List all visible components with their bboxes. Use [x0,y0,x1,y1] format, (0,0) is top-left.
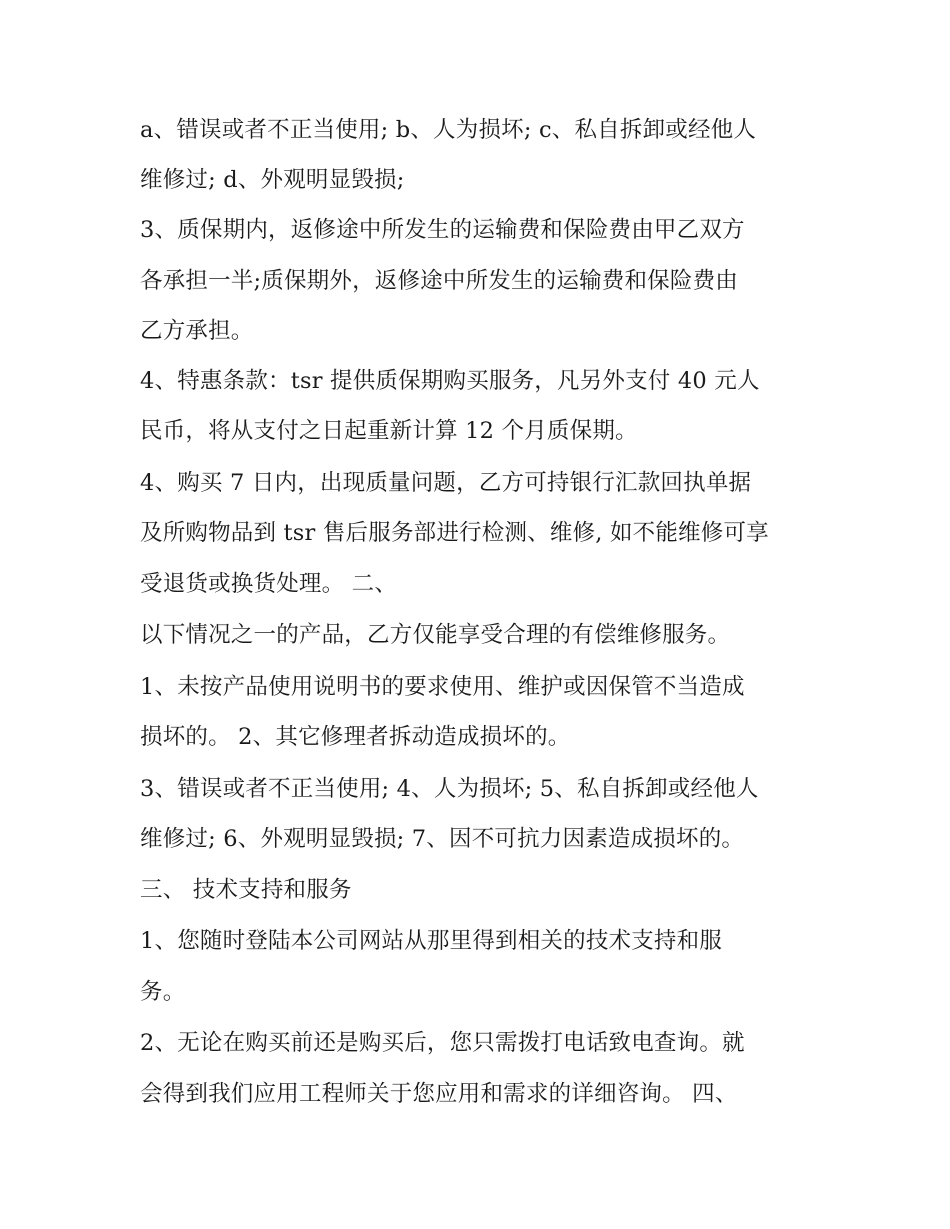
text-line: 1、未按产品使用说明书的要求使用、维护或因保管不当造成 [140,674,745,700]
text-line: 务。 [140,979,186,1005]
text-line: 4、特惠条款：tsr 提供质保期购买服务，凡另外支付 40 元人 [140,368,760,394]
text-line: 受退货或换货处理。 二、 [140,571,398,597]
text-line: 乙方承担。 [140,318,254,344]
text-line: a、错误或者不正当使用; b、人为损坏; c、私自拆卸或经他人 [140,117,757,143]
text-line: 损坏的。 2、其它修理者拆动造成损坏的。 [140,724,571,750]
text-line: 以下情况之一的产品，乙方仅能享受合理的有偿维修服务。 [140,622,731,648]
text-line: 民币，将从支付之日起重新计算 12 个月质保期。 [140,418,638,444]
text-line: 4、购买 7 日内，出现质量问题，乙方可持银行汇款回执单据 [140,470,752,496]
text-line: 及所购物品到 tsr 售后服务部进行检测、维修, 如不能维修可享 [140,520,769,546]
text-line: 会得到我们应用工程师关于您应用和需求的详细咨询。 四、 [140,1081,738,1107]
text-line: 3、错误或者不正当使用; 4、人为损坏; 5、私自拆卸或经他人 [140,776,759,802]
section-heading: 三、 技术支持和服务 [140,877,352,903]
text-line: 维修过; d、外观明显毁损; [140,167,405,193]
text-line: 2、无论在购买前还是购买后，您只需拨打电话致电查询。就 [140,1030,745,1056]
text-line: 各承担一半;质保期外，返修途中所发生的运输费和保险费由 [140,268,738,294]
text-line: 3、质保期内，返修途中所发生的运输费和保险费由甲乙双方 [140,217,745,243]
text-line: 1、您随时登陆本公司网站从那里得到相关的技术支持和服 [140,928,723,954]
text-line: 维修过; 6、外观明显毁损; 7、因不可抗力因素造成损坏的。 [140,826,745,852]
